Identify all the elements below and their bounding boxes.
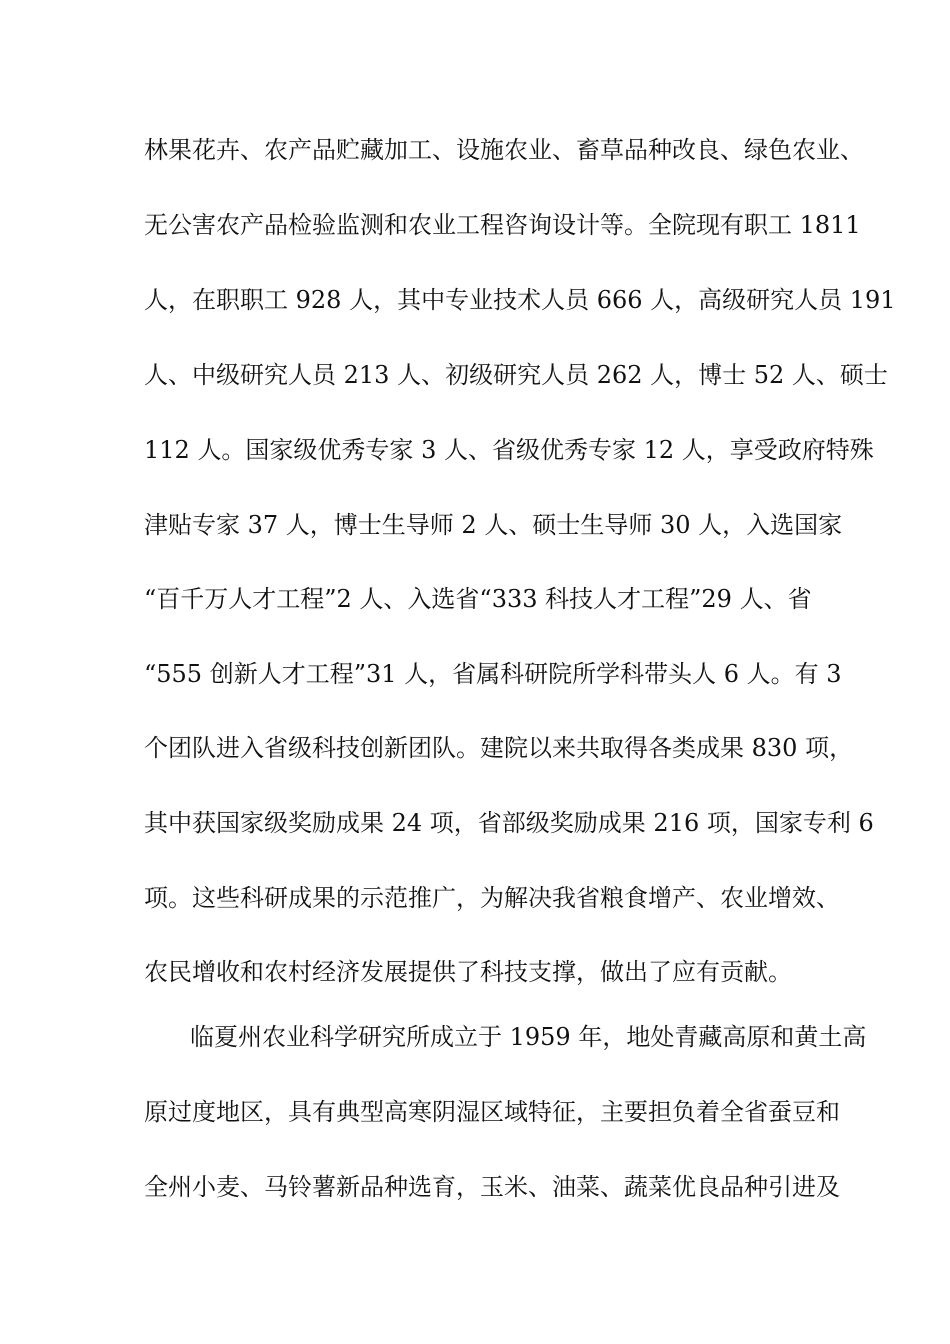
text-line-15: 全州小麦、马铃薯新品种选育，玉米、油菜、蔬菜优良品种引进及 (144, 1173, 840, 1201)
text-line-1: 林果花卉、农产品贮藏加工、设施农业、畜草品种改良、绿色农业、 (144, 136, 864, 164)
text-line-2: 无公害农产品检验监测和农业工程咨询设计等。全院现有职工 1811 (144, 211, 861, 239)
text-line-4: 人、中级研究人员 213 人、初级研究人员 262 人，博士 52 人、硕士 (144, 361, 888, 389)
text-line-9: 个团队进入省级科技创新团队。建院以来共取得各类成果 830 项， (144, 734, 854, 762)
text-line-6: 津贴专家 37 人，博士生导师 2 人、硕士生导师 30 人，入选国家 (144, 511, 843, 539)
text-line-14: 原过度地区，具有典型高寒阴湿区域特征，主要担负着全省蚕豆和 (144, 1098, 840, 1126)
text-line-8: “555 创新人才工程”31 人，省属科研院所学科带头人 6 人。有 3 (144, 660, 842, 688)
text-line-11: 项。这些科研成果的示范推广，为解决我省粮食增产、农业增效、 (144, 884, 840, 912)
paragraph-first-line: 临夏州农业科学研究所成立于 1959 年，地处青藏高原和黄土高 (190, 1023, 867, 1051)
text-line-5: 112 人。国家级优秀专家 3 人、省级优秀专家 12 人，享受政府特殊 (144, 436, 874, 464)
text-line-12: 农民增收和农村经济发展提供了科技支撑，做出了应有贡献。 (144, 958, 792, 986)
text-line-10: 其中获国家级奖励成果 24 项，省部级奖励成果 216 项，国家专利 6 (144, 809, 874, 837)
text-line-7: “百千万人才工程”2 人、入选省“333 科技人才工程”29 人、省 (144, 585, 812, 613)
text-line-3: 人，在职职工 928 人，其中专业技术人员 666 人，高级研究人员 191 (144, 286, 896, 314)
